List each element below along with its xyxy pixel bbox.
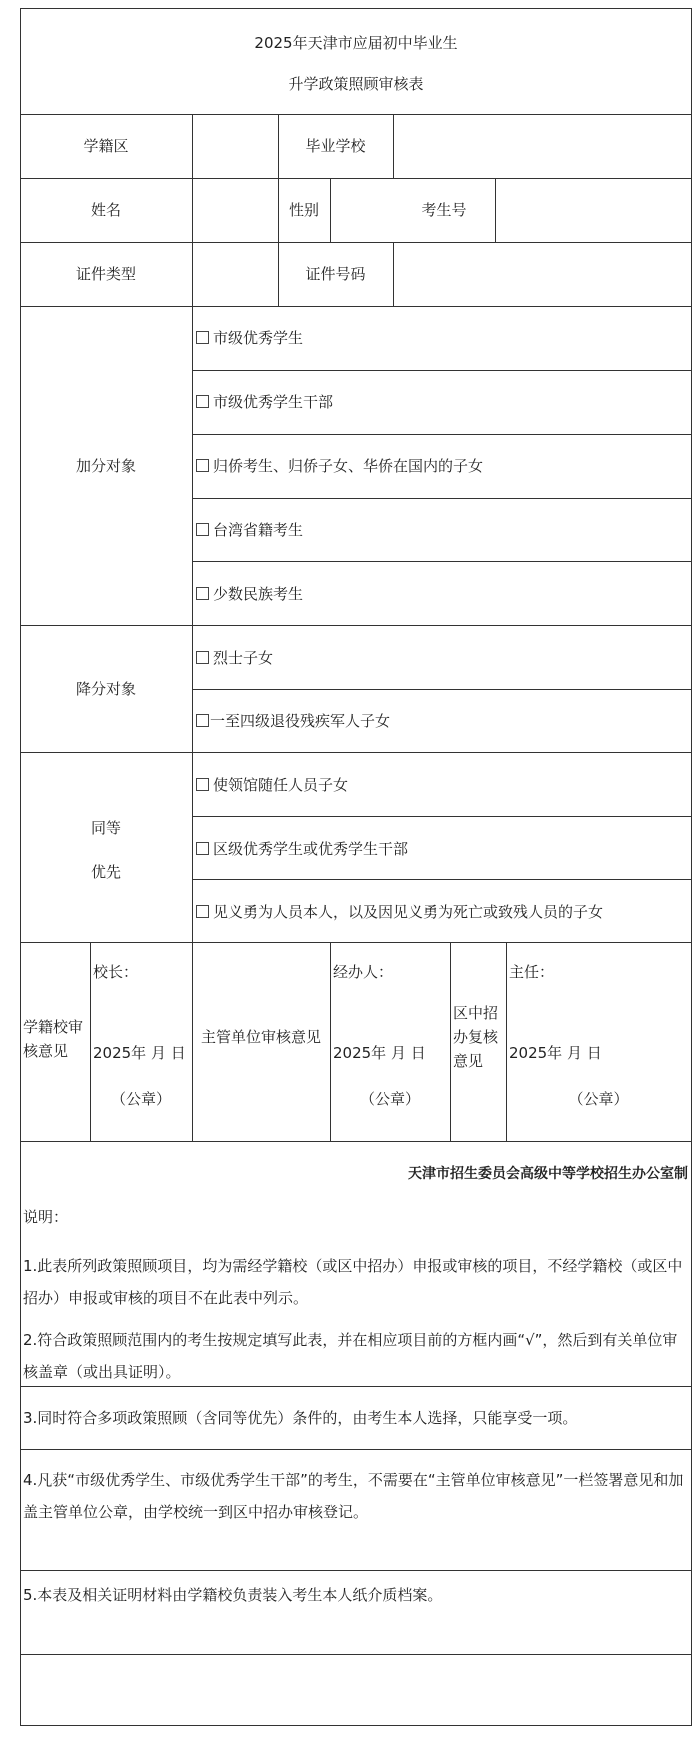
checkbox[interactable] [196, 842, 209, 855]
issuer-line: 天津市招生委员会高级中等学校招生办公室制 [408, 1166, 688, 1182]
checkbox[interactable] [196, 587, 209, 600]
checkbox[interactable] [196, 905, 209, 918]
equal-item[interactable]: 见义勇为人员本人，以及因见义勇为死亡或致残人员的子女 [196, 902, 603, 922]
handler-label: 经办人： [333, 963, 394, 981]
school-review-date: 2025年 月 日 [93, 1044, 186, 1062]
notes-heading: 说明： [23, 1208, 69, 1226]
label-id-type: 证件类型 [75, 265, 136, 283]
checkbox[interactable] [196, 523, 209, 536]
checkbox[interactable] [196, 395, 209, 408]
note-5: 5.本表及相关证明材料由学籍校负责装入考生本人纸介质档案。 [23, 1586, 443, 1604]
label-candidate-number: 考生号 [421, 201, 467, 219]
equal-item[interactable]: 使领馆随任人员子女 [196, 775, 348, 795]
form-title-line1: 2025年天津市应届初中毕业生 [254, 34, 458, 52]
bonus-item[interactable]: 少数民族考生 [196, 584, 303, 604]
reduce-item[interactable]: 一至四级退役残疾军人子女 [196, 711, 390, 731]
reduce-category-label: 降分对象 [75, 680, 136, 698]
checkbox[interactable] [196, 331, 209, 344]
principal-label: 校长： [93, 963, 139, 981]
equal-item[interactable]: 区级优秀学生或优秀学生干部 [196, 839, 408, 859]
dept-review-label: 主管单位审核意见 [200, 1028, 321, 1046]
school-review-label: 学籍校审核意见 [23, 1018, 84, 1060]
district-review-date: 2025年 月 日 [509, 1044, 602, 1062]
school-review-seal: （公章） [110, 1090, 171, 1108]
checkbox[interactable] [196, 714, 209, 727]
bonus-item[interactable]: 市级优秀学生 [196, 328, 303, 348]
equal-priority-label-line2: 优先 [90, 863, 121, 881]
label-school-district: 学籍区 [83, 137, 129, 155]
bonus-item[interactable]: 台湾省籍考生 [196, 520, 303, 540]
checkbox[interactable] [196, 651, 209, 664]
bonus-item[interactable]: 归侨考生、归侨子女、华侨在国内的子女 [196, 456, 483, 476]
dept-review-seal: （公章） [359, 1090, 420, 1108]
label-name: 姓名 [90, 201, 121, 219]
label-gender: 性别 [288, 201, 319, 219]
bonus-item[interactable]: 市级优秀学生干部 [196, 392, 333, 412]
reduce-item[interactable]: 烈士子女 [196, 648, 273, 668]
note-2: 2.符合政策照顾范围内的考生按规定填写此表，并在相应项目前的方框内画“√”，然后到有关单位审核盖章（或出具证明）。 [23, 1331, 678, 1381]
note-3: 3.同时符合多项政策照顾（含同等优先）条件的，由考生本人选择，只能享受一项。 [23, 1409, 578, 1427]
dept-review-date: 2025年 月 日 [333, 1044, 426, 1062]
label-id-number: 证件号码 [305, 265, 366, 283]
note-4: 4.凡获“市级优秀学生、市级优秀学生干部”的考生，不需要在“主管单位审核意见”一栏签署意见和加盖主管单位公章，由学校统一到区中招办审核登记。 [23, 1471, 684, 1521]
bonus-category-label: 加分对象 [75, 457, 136, 475]
district-review-seal: （公章） [568, 1090, 629, 1108]
form-title-line2: 升学政策照顾审核表 [288, 75, 424, 93]
note-1: 1.此表所列政策照顾项目，均为需经学籍校（或区中招办）申报或审核的项目，不经学籍校（或区中招办）申报或审核的项目不在此表中列示。 [23, 1257, 683, 1307]
director-label: 主任： [509, 963, 555, 981]
equal-priority-label-line1: 同等 [90, 819, 121, 837]
checkbox[interactable] [196, 459, 209, 472]
checkbox[interactable] [196, 778, 209, 791]
district-review-label: 区中招办复核意见 [453, 1004, 499, 1070]
label-graduation-school: 毕业学校 [305, 137, 366, 155]
